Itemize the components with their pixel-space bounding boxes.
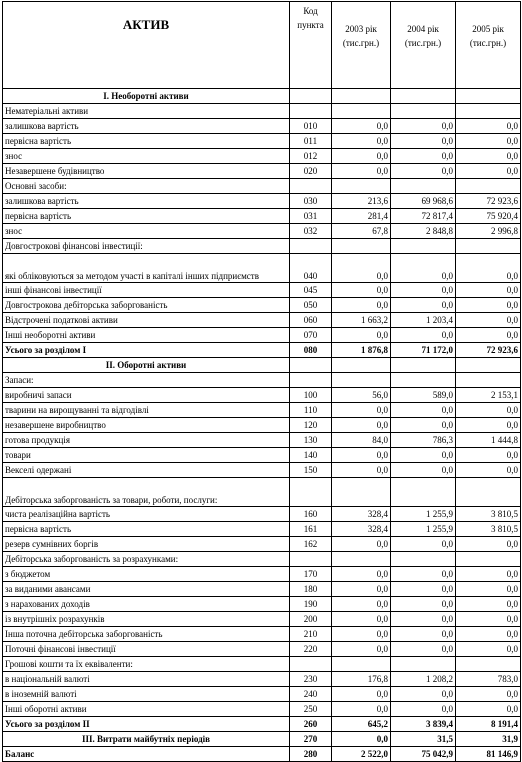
row-value-2004: 0,0 [391, 119, 456, 134]
row-label: первісна вартість [3, 209, 290, 224]
row-label: Дебіторська заборгованість за розрахунками: [3, 552, 290, 567]
row-label: Відстрочені податкові активи [3, 313, 290, 328]
row-value-2004: 0,0 [391, 582, 456, 597]
row-code: 130 [290, 433, 332, 448]
row-code [290, 239, 332, 254]
row-code: 120 [290, 418, 332, 433]
row-code: 045 [290, 283, 332, 298]
row-value-2004 [391, 552, 456, 567]
table-row [3, 89, 521, 104]
row-label: Векселі одержані [3, 463, 290, 478]
row-value-2005: 0,0 [456, 283, 521, 298]
row-value-2005: 8 191,4 [456, 717, 521, 732]
row-value-2004: 0,0 [391, 612, 456, 627]
row-value-2004: 31,5 [391, 732, 456, 747]
row-label: Усього за розділом II [3, 717, 290, 732]
table-row [3, 522, 521, 537]
row-value-2005: 1 444,8 [456, 433, 521, 448]
row-code [290, 373, 332, 388]
row-value-2005: 81 146,9 [456, 747, 521, 762]
row-value-2005 [456, 657, 521, 672]
row-value-2004: 2 848,8 [391, 224, 456, 239]
table-row [3, 134, 521, 149]
row-code: 250 [290, 702, 332, 717]
row-value-2005: 0,0 [456, 687, 521, 702]
row-label: за виданими авансами [3, 582, 290, 597]
row-value-2004: 786,3 [391, 433, 456, 448]
row-value-2003: 0,0 [332, 149, 391, 164]
row-value-2004: 0,0 [391, 254, 456, 283]
row-value-2003: 0,0 [332, 612, 391, 627]
row-value-2004: 0,0 [391, 537, 456, 552]
row-value-2004 [391, 478, 456, 507]
row-value-2003: 0,0 [332, 134, 391, 149]
table-row [3, 567, 521, 582]
header-year-2005: 2005 рік (тис.грн.) [456, 2, 521, 89]
row-label: незавершене виробництво [3, 418, 290, 433]
table-row [3, 298, 521, 313]
row-value-2003: 1 876,8 [332, 343, 391, 358]
row-value-2005: 0,0 [456, 313, 521, 328]
row-code: 032 [290, 224, 332, 239]
row-code: 060 [290, 313, 332, 328]
table-row [3, 657, 521, 672]
row-value-2003: 176,8 [332, 672, 391, 687]
table-row [3, 239, 521, 254]
row-label: готова продукція [3, 433, 290, 448]
row-code [290, 552, 332, 567]
table-row [3, 507, 521, 522]
table-row [3, 537, 521, 552]
row-value-2003: 0,0 [332, 164, 391, 179]
table-row [3, 627, 521, 642]
row-value-2003: 0,0 [332, 448, 391, 463]
row-code: 020 [290, 164, 332, 179]
row-value-2004: 0,0 [391, 687, 456, 702]
table-row [3, 104, 521, 119]
row-value-2003: 281,4 [332, 209, 391, 224]
header-year-2004: 2004 рік (тис.грн.) [391, 2, 456, 89]
row-value-2004: 0,0 [391, 567, 456, 582]
table-row [3, 179, 521, 194]
row-value-2005: 0,0 [456, 254, 521, 283]
row-value-2004: 69 968,6 [391, 194, 456, 209]
row-label: Дебіторська заборгованість за товари, роботи, послуги: [3, 478, 290, 507]
table-row [3, 642, 521, 657]
row-code: 170 [290, 567, 332, 582]
row-value-2004 [391, 657, 456, 672]
row-value-2005 [456, 179, 521, 194]
row-label: в іноземній валюті [3, 687, 290, 702]
row-value-2003: 0,0 [332, 403, 391, 418]
table-row [3, 448, 521, 463]
row-value-2003: 56,0 [332, 388, 391, 403]
row-value-2004: 0,0 [391, 149, 456, 164]
row-value-2003: 328,4 [332, 507, 391, 522]
row-value-2003: 0,0 [332, 702, 391, 717]
row-label: залишкова вартість [3, 194, 290, 209]
row-value-2004: 0,0 [391, 418, 456, 433]
row-code: 012 [290, 149, 332, 164]
row-value-2003: 0,0 [332, 328, 391, 343]
row-value-2003: 0,0 [332, 567, 391, 582]
row-value-2005: 783,0 [456, 672, 521, 687]
row-value-2005: 0,0 [456, 134, 521, 149]
table-row [3, 687, 521, 702]
row-code [290, 657, 332, 672]
row-value-2005: 0,0 [456, 119, 521, 134]
row-value-2003: 1 663,2 [332, 313, 391, 328]
row-value-2005: 0,0 [456, 582, 521, 597]
row-value-2004: 0,0 [391, 328, 456, 343]
row-value-2004: 0,0 [391, 164, 456, 179]
row-value-2003: 213,6 [332, 194, 391, 209]
row-value-2003: 84,0 [332, 433, 391, 448]
row-code: 190 [290, 597, 332, 612]
row-value-2005: 0,0 [456, 463, 521, 478]
row-label: Запаси: [3, 373, 290, 388]
row-label: Усього за розділом I [3, 343, 290, 358]
row-value-2003: 0,0 [332, 254, 391, 283]
row-value-2005: 0,0 [456, 567, 521, 582]
row-value-2003 [332, 239, 391, 254]
row-label: Баланс [3, 747, 290, 762]
row-value-2003: 0,0 [332, 463, 391, 478]
row-code: 280 [290, 747, 332, 762]
row-value-2003 [332, 373, 391, 388]
row-code [290, 179, 332, 194]
row-code: 210 [290, 627, 332, 642]
table-row [3, 283, 521, 298]
row-value-2004: 72 817,4 [391, 209, 456, 224]
row-value-2003: 67,8 [332, 224, 391, 239]
row-value-2005: 72 923,6 [456, 343, 521, 358]
row-label: Довгострокова дебіторська заборгованість [3, 298, 290, 313]
row-label: які обліковуються за методом участі в капіталі інших підприємств [3, 254, 290, 283]
row-value-2004: 1 203,4 [391, 313, 456, 328]
row-code: 110 [290, 403, 332, 418]
row-label: резерв сумнівних боргів [3, 537, 290, 552]
row-value-2004 [391, 89, 456, 104]
row-code: 230 [290, 672, 332, 687]
row-value-2005: 31,9 [456, 732, 521, 747]
row-value-2005: 3 810,5 [456, 507, 521, 522]
row-code: 050 [290, 298, 332, 313]
row-value-2004: 0,0 [391, 702, 456, 717]
row-value-2003 [332, 657, 391, 672]
row-value-2003: 0,0 [332, 597, 391, 612]
row-label: Грошові кошти та їх еквіваленти: [3, 657, 290, 672]
row-value-2004: 3 839,4 [391, 717, 456, 732]
table-row [3, 224, 521, 239]
table-row [3, 343, 521, 358]
row-label: залишкова вартість [3, 119, 290, 134]
row-value-2005: 0,0 [456, 418, 521, 433]
table-row [3, 612, 521, 627]
table-row [3, 672, 521, 687]
row-value-2005: 75 920,4 [456, 209, 521, 224]
row-value-2003 [332, 179, 391, 194]
row-label: Інші оборотні активи [3, 702, 290, 717]
table-row [3, 328, 521, 343]
table-row [3, 747, 521, 762]
row-code: 070 [290, 328, 332, 343]
row-value-2004: 0,0 [391, 448, 456, 463]
row-code: 220 [290, 642, 332, 657]
row-value-2003: 0,0 [332, 582, 391, 597]
row-label: Основні засоби: [3, 179, 290, 194]
table-row [3, 418, 521, 433]
row-value-2005: 3 810,5 [456, 522, 521, 537]
table-row [3, 732, 521, 747]
row-value-2003: 0,0 [332, 298, 391, 313]
row-label: знос [3, 149, 290, 164]
table-header [3, 2, 521, 89]
row-value-2004: 75 042,9 [391, 747, 456, 762]
row-code [290, 358, 332, 373]
row-label: в національній валюті [3, 672, 290, 687]
table-row [3, 597, 521, 612]
row-label: товари [3, 448, 290, 463]
row-value-2003: 0,0 [332, 418, 391, 433]
row-code: 162 [290, 537, 332, 552]
row-value-2005 [456, 89, 521, 104]
row-label: чиста реалізаційна вартість [3, 507, 290, 522]
table-row [3, 209, 521, 224]
row-label: Нематеріальні активи [3, 104, 290, 119]
row-value-2003: 328,4 [332, 522, 391, 537]
row-value-2004: 0,0 [391, 463, 456, 478]
table-row [3, 478, 521, 507]
row-code: 270 [290, 732, 332, 747]
row-value-2004: 0,0 [391, 283, 456, 298]
row-value-2003 [332, 104, 391, 119]
table-row [3, 463, 521, 478]
row-value-2004: 0,0 [391, 627, 456, 642]
table-row [3, 717, 521, 732]
table-row [3, 552, 521, 567]
row-value-2004: 1 208,2 [391, 672, 456, 687]
row-value-2003: 0,0 [332, 732, 391, 747]
row-value-2005: 0,0 [456, 702, 521, 717]
row-value-2005: 0,0 [456, 448, 521, 463]
row-label: виробничі запаси [3, 388, 290, 403]
table-row [3, 254, 521, 283]
table-body [3, 89, 521, 762]
row-value-2003: 2 522,0 [332, 747, 391, 762]
row-label: Незавершене будівництво [3, 164, 290, 179]
row-code: 040 [290, 254, 332, 283]
row-value-2005: 0,0 [456, 164, 521, 179]
row-label: III. Витрати майбутніх періодів [3, 732, 290, 747]
row-code: 160 [290, 507, 332, 522]
balance-sheet-table [2, 1, 521, 762]
row-value-2005 [456, 373, 521, 388]
row-value-2003: 0,0 [332, 283, 391, 298]
row-value-2003: 0,0 [332, 687, 391, 702]
row-value-2005 [456, 552, 521, 567]
header-aktiv: АКТИВ [3, 2, 290, 89]
row-value-2004: 0,0 [391, 597, 456, 612]
row-value-2003 [332, 358, 391, 373]
table-row [3, 119, 521, 134]
row-value-2005: 0,0 [456, 537, 521, 552]
row-value-2005: 72 923,6 [456, 194, 521, 209]
row-value-2004: 0,0 [391, 134, 456, 149]
table-row [3, 164, 521, 179]
row-value-2004: 1 255,9 [391, 522, 456, 537]
row-code: 100 [290, 388, 332, 403]
table-row [3, 373, 521, 388]
row-value-2005: 0,0 [456, 149, 521, 164]
row-value-2005 [456, 239, 521, 254]
table-row [3, 358, 521, 373]
row-value-2004 [391, 179, 456, 194]
row-code [290, 478, 332, 507]
row-value-2005: 0,0 [456, 642, 521, 657]
row-value-2003 [332, 89, 391, 104]
row-code: 161 [290, 522, 332, 537]
row-label: інші фінансові інвестиції [3, 283, 290, 298]
row-code: 140 [290, 448, 332, 463]
table-row [3, 403, 521, 418]
row-value-2005: 0,0 [456, 627, 521, 642]
row-value-2005: 2 153,1 [456, 388, 521, 403]
row-value-2004 [391, 373, 456, 388]
row-label: Інша поточна дебіторська заборгованість [3, 627, 290, 642]
row-value-2003: 0,0 [332, 537, 391, 552]
row-label: тварини на вирощуванні та відгодівлі [3, 403, 290, 418]
row-value-2004: 589,0 [391, 388, 456, 403]
row-value-2003 [332, 552, 391, 567]
row-value-2005: 0,0 [456, 403, 521, 418]
row-label: Інші необоротні активи [3, 328, 290, 343]
row-label: первісна вартість [3, 522, 290, 537]
row-value-2004: 0,0 [391, 403, 456, 418]
row-label: Довгострокові фінансові інвестиції: [3, 239, 290, 254]
row-value-2005: 0,0 [456, 328, 521, 343]
row-code: 010 [290, 119, 332, 134]
row-code: 200 [290, 612, 332, 627]
row-value-2005 [456, 104, 521, 119]
row-value-2005: 0,0 [456, 612, 521, 627]
row-value-2005: 0,0 [456, 298, 521, 313]
table-row [3, 582, 521, 597]
row-value-2004 [391, 358, 456, 373]
row-code: 030 [290, 194, 332, 209]
row-value-2005 [456, 478, 521, 507]
row-label: із внутрішніх розрахунків [3, 612, 290, 627]
row-label: Поточні фінансові інвестиції [3, 642, 290, 657]
table-row [3, 388, 521, 403]
table-row [3, 433, 521, 448]
row-code: 011 [290, 134, 332, 149]
row-value-2004: 71 172,0 [391, 343, 456, 358]
row-code [290, 89, 332, 104]
row-label: знос [3, 224, 290, 239]
row-value-2003: 645,2 [332, 717, 391, 732]
row-value-2003 [332, 478, 391, 507]
row-code: 180 [290, 582, 332, 597]
row-code: 150 [290, 463, 332, 478]
row-code: 031 [290, 209, 332, 224]
row-label: з бюджетом [3, 567, 290, 582]
row-value-2004: 0,0 [391, 298, 456, 313]
row-label: I. Необоротні активи [3, 89, 290, 104]
table-row [3, 149, 521, 164]
row-code: 260 [290, 717, 332, 732]
row-code: 240 [290, 687, 332, 702]
row-value-2005: 0,0 [456, 597, 521, 612]
row-label: первісна вартість [3, 134, 290, 149]
header-code: Код пункта [290, 2, 332, 89]
table-row [3, 313, 521, 328]
row-value-2004: 1 255,9 [391, 507, 456, 522]
row-value-2005 [456, 358, 521, 373]
row-code [290, 104, 332, 119]
row-value-2003: 0,0 [332, 119, 391, 134]
table-row [3, 702, 521, 717]
row-value-2003: 0,0 [332, 642, 391, 657]
row-value-2004 [391, 104, 456, 119]
row-value-2004 [391, 239, 456, 254]
table-row [3, 194, 521, 209]
row-label: II. Оборотні активи [3, 358, 290, 373]
row-code: 080 [290, 343, 332, 358]
row-value-2003: 0,0 [332, 627, 391, 642]
header-year-2003: 2003 рік (тис.грн.) [332, 2, 391, 89]
row-value-2005: 2 996,8 [456, 224, 521, 239]
row-label: з нарахованих доходів [3, 597, 290, 612]
row-value-2004: 0,0 [391, 642, 456, 657]
